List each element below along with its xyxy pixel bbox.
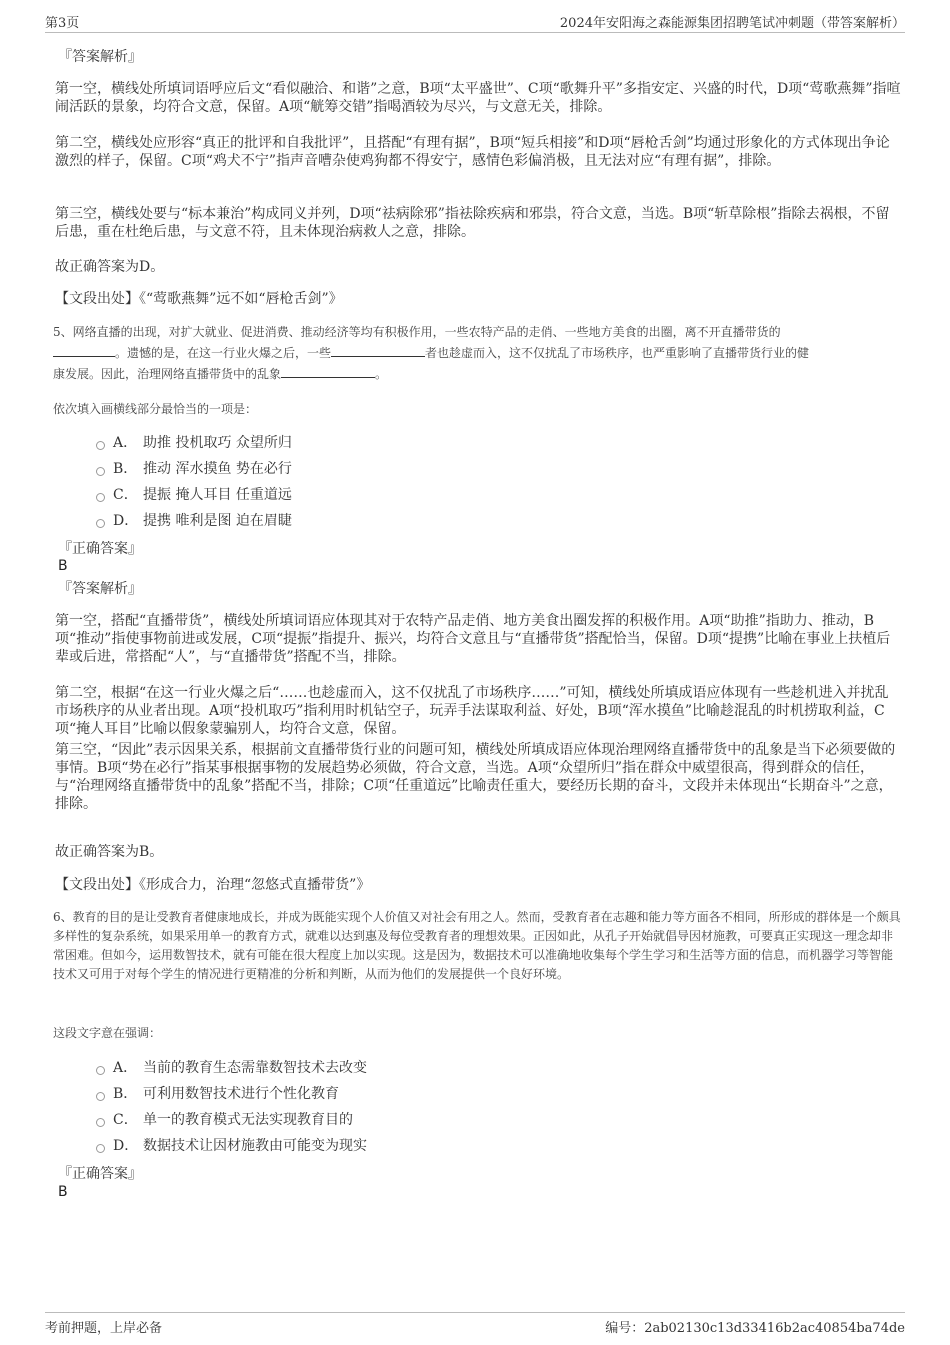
q5-analysis-label: 『答案解析』 — [58, 581, 142, 597]
blank-1 — [53, 344, 115, 357]
q5-option-b[interactable]: B． 推动 浑水摸鱼 势在必行 — [96, 460, 292, 478]
q6-option-c[interactable]: C． 单一的教育模式无法实现教育目的 — [96, 1111, 353, 1129]
q6-stem: 6、教育的目的是让受教育者健康地成长，并成为既能实现个人价值又对社会有用之人。然而，受教育者在志趣和能力等方面各不相同，所形成的群体是一个颇具多样性的复杂系统，如果采用单一的教育方式，就难以达到惠及每位受教育者的理想效果。正因如此，从孔子开始就倡导因材施教，可要真正实现这一理念却非常困难。但如今，运用数智技术，就有可能在很大程度上加以实现。这是因为，数据技术可以准确地收集每个学生学习和生活等方面的信息，而机器学习等智能技术又可用于对每个学生的情况进行更精准的分析和判断，从而为他们的发展提供一个良好环境。 — [53, 910, 901, 981]
q6-correct-label: 『正确答案』 — [58, 1166, 142, 1182]
radio-button[interactable] — [96, 493, 105, 502]
q6-option-d[interactable]: D． 数据技术让因材施教由可能变为现实 — [96, 1137, 367, 1155]
page-header — [45, 12, 905, 33]
blank-2 — [331, 344, 425, 357]
q5-analysis-para-3: 第三空，“因此”表示因果关系，根据前文直播带货行业的问题可知，横线处所填成语应体现治理网络直播带货中的乱象是当下必须要做的事情。B项“势在必行”指某事根据事物的发展趋势必须做，符合文意，当选。A项“众望所归”指在群众中威望很高，得到群众的信任，与“治理网络直播带货中的乱象”搭配不当，排除；C项“任重道远”比喻责任重大，要经历长期的奋斗，文段并未体现出“长期奋斗”之意，排除。 — [55, 742, 896, 812]
q5-stem-line-2: 。遗憾的是，在这一行业火爆之后，一些 者也趁虚而入，这不仅扰乱了市场秩序，也严重影响了直播带货行业的健 — [53, 344, 902, 363]
q5-conclusion: 故正确答案为B。 — [55, 844, 164, 860]
q5-prompt: 依次填入画横线部分最恰当的一项是： — [53, 402, 258, 416]
q5-option-a[interactable]: A． 助推 投机取巧 众望所归 — [96, 434, 292, 452]
q5-correct-label: 『正确答案』 — [58, 541, 142, 557]
q5-analysis-para-1: 第一空，搭配“直播带货”，横线处所填词语应体现其对于农特产品走俏、地方美食出圈发挥的积极作用。A项“助推”指助力、推动，B项“推动”指使事物前进或发展，C项“提振”指提升、振兴，均符合文意且与“直播带货”搭配恰当，保留。D项“提携”比喻在事业上扶植后辈或后进，常搭配“人”，与“直播带货”搭配不当，排除。 — [55, 613, 891, 665]
footer-slogan: 考前押题，上岸必备 — [45, 1321, 163, 1336]
radio-button[interactable] — [96, 467, 105, 476]
q4-analysis-para-2: 第二空，横线处应形容“真正的批评和自我批评”，且搭配“有理有据”，B项“短兵相接”和D项“唇枪舌剑”均通过形象化的方式体现出争论激烈的样子，保留。C项“鸡犬不宁”指声音嘈杂使鸡狗都不得安宁，感情色彩偏消极，且无法对应“有理有据”，排除。 — [55, 135, 890, 169]
radio-button[interactable] — [96, 1092, 105, 1101]
q5-stem-line-3: 康发展。因此，治理网络直播带货中的乱象 。 — [53, 367, 388, 381]
q4-analysis-label: 『答案解析』 — [58, 49, 142, 65]
q4-analysis-para-1: 第一空，横线处所填词语呼应后文“看似融洽、和谐”之意，B项“太平盛世”、C项“歌舞升平”多指安定、兴盛的时代，D项“莺歌燕舞”指喧闹活跃的景象，均符合文意，保留。A项“觥筹交错”指喝酒较为尽兴，与文意无关，排除。 — [55, 81, 901, 115]
q6-option-a[interactable]: A． 当前的教育生态需靠数智技术去改变 — [96, 1059, 367, 1077]
page-number: 第3页 — [45, 16, 80, 31]
q5-analysis-para-2: 第二空，根据“在这一行业火爆之后“……也趁虚而入，这不仅扰乱了市场秩序……”可知，横线处所填成语应体现有一些趁机进入并扰乱市场秩序的从业者出现。A项“投机取巧”指利用时机钻空子，玩弄手法谋取利益、好处，B项“浑水摸鱼”比喻趁混乱的时机捞取利益，C项“掩人耳目”比喻以假象蒙骗别人，均符合文意，保留。 — [55, 685, 889, 737]
q6-option-b[interactable]: B． 可利用数智技术进行个性化教育 — [96, 1085, 339, 1103]
q5-option-d[interactable]: D． 提携 唯利是图 迫在眉睫 — [96, 512, 292, 530]
blank-3 — [281, 365, 375, 378]
q4-conclusion: 故正确答案为D。 — [55, 259, 165, 275]
q5-source: 【文段出处】《形成合力，治理“忽悠式直播带货”》 — [55, 877, 371, 893]
q6-prompt: 这段文字意在强调： — [53, 1026, 162, 1040]
q5-correct-answer: B — [58, 558, 68, 574]
radio-button[interactable] — [96, 1144, 105, 1153]
radio-button[interactable] — [96, 1118, 105, 1127]
q5-option-c[interactable]: C． 提振 掩人耳目 任重道远 — [96, 486, 292, 504]
q4-source: 【文段出处】《“莺歌燕舞”远不如“唇枪舌剑”》 — [55, 291, 343, 307]
q6-correct-answer: B — [58, 1184, 68, 1200]
radio-button[interactable] — [96, 519, 105, 528]
q5-stem-line-1: 5、网络直播的出现，对扩大就业、促进消费、推动经济等均有积极作用，一些农特产品的走俏、一些地方美食的出圈，离不开直播带货的 — [53, 325, 781, 339]
radio-button[interactable] — [96, 1066, 105, 1075]
q4-analysis-para-3: 第三空，横线处要与“标本兼治”构成同义并列，D项“祛病除邪”指祛除疾病和邪祟，符合文意，当选。B项“斩草除根”指除去祸根，不留后患，重在杜绝后患，与文意不符，且未体现治病救人之意，排除。 — [55, 206, 890, 240]
radio-button[interactable] — [96, 441, 105, 450]
document-id: 编号：2ab02130c13d33416b2ac40854ba74de — [605, 1321, 905, 1336]
page-footer — [45, 1312, 905, 1335]
document-title: 2024年安阳海之森能源集团招聘笔试冲刺题（带答案解析） — [559, 16, 905, 31]
